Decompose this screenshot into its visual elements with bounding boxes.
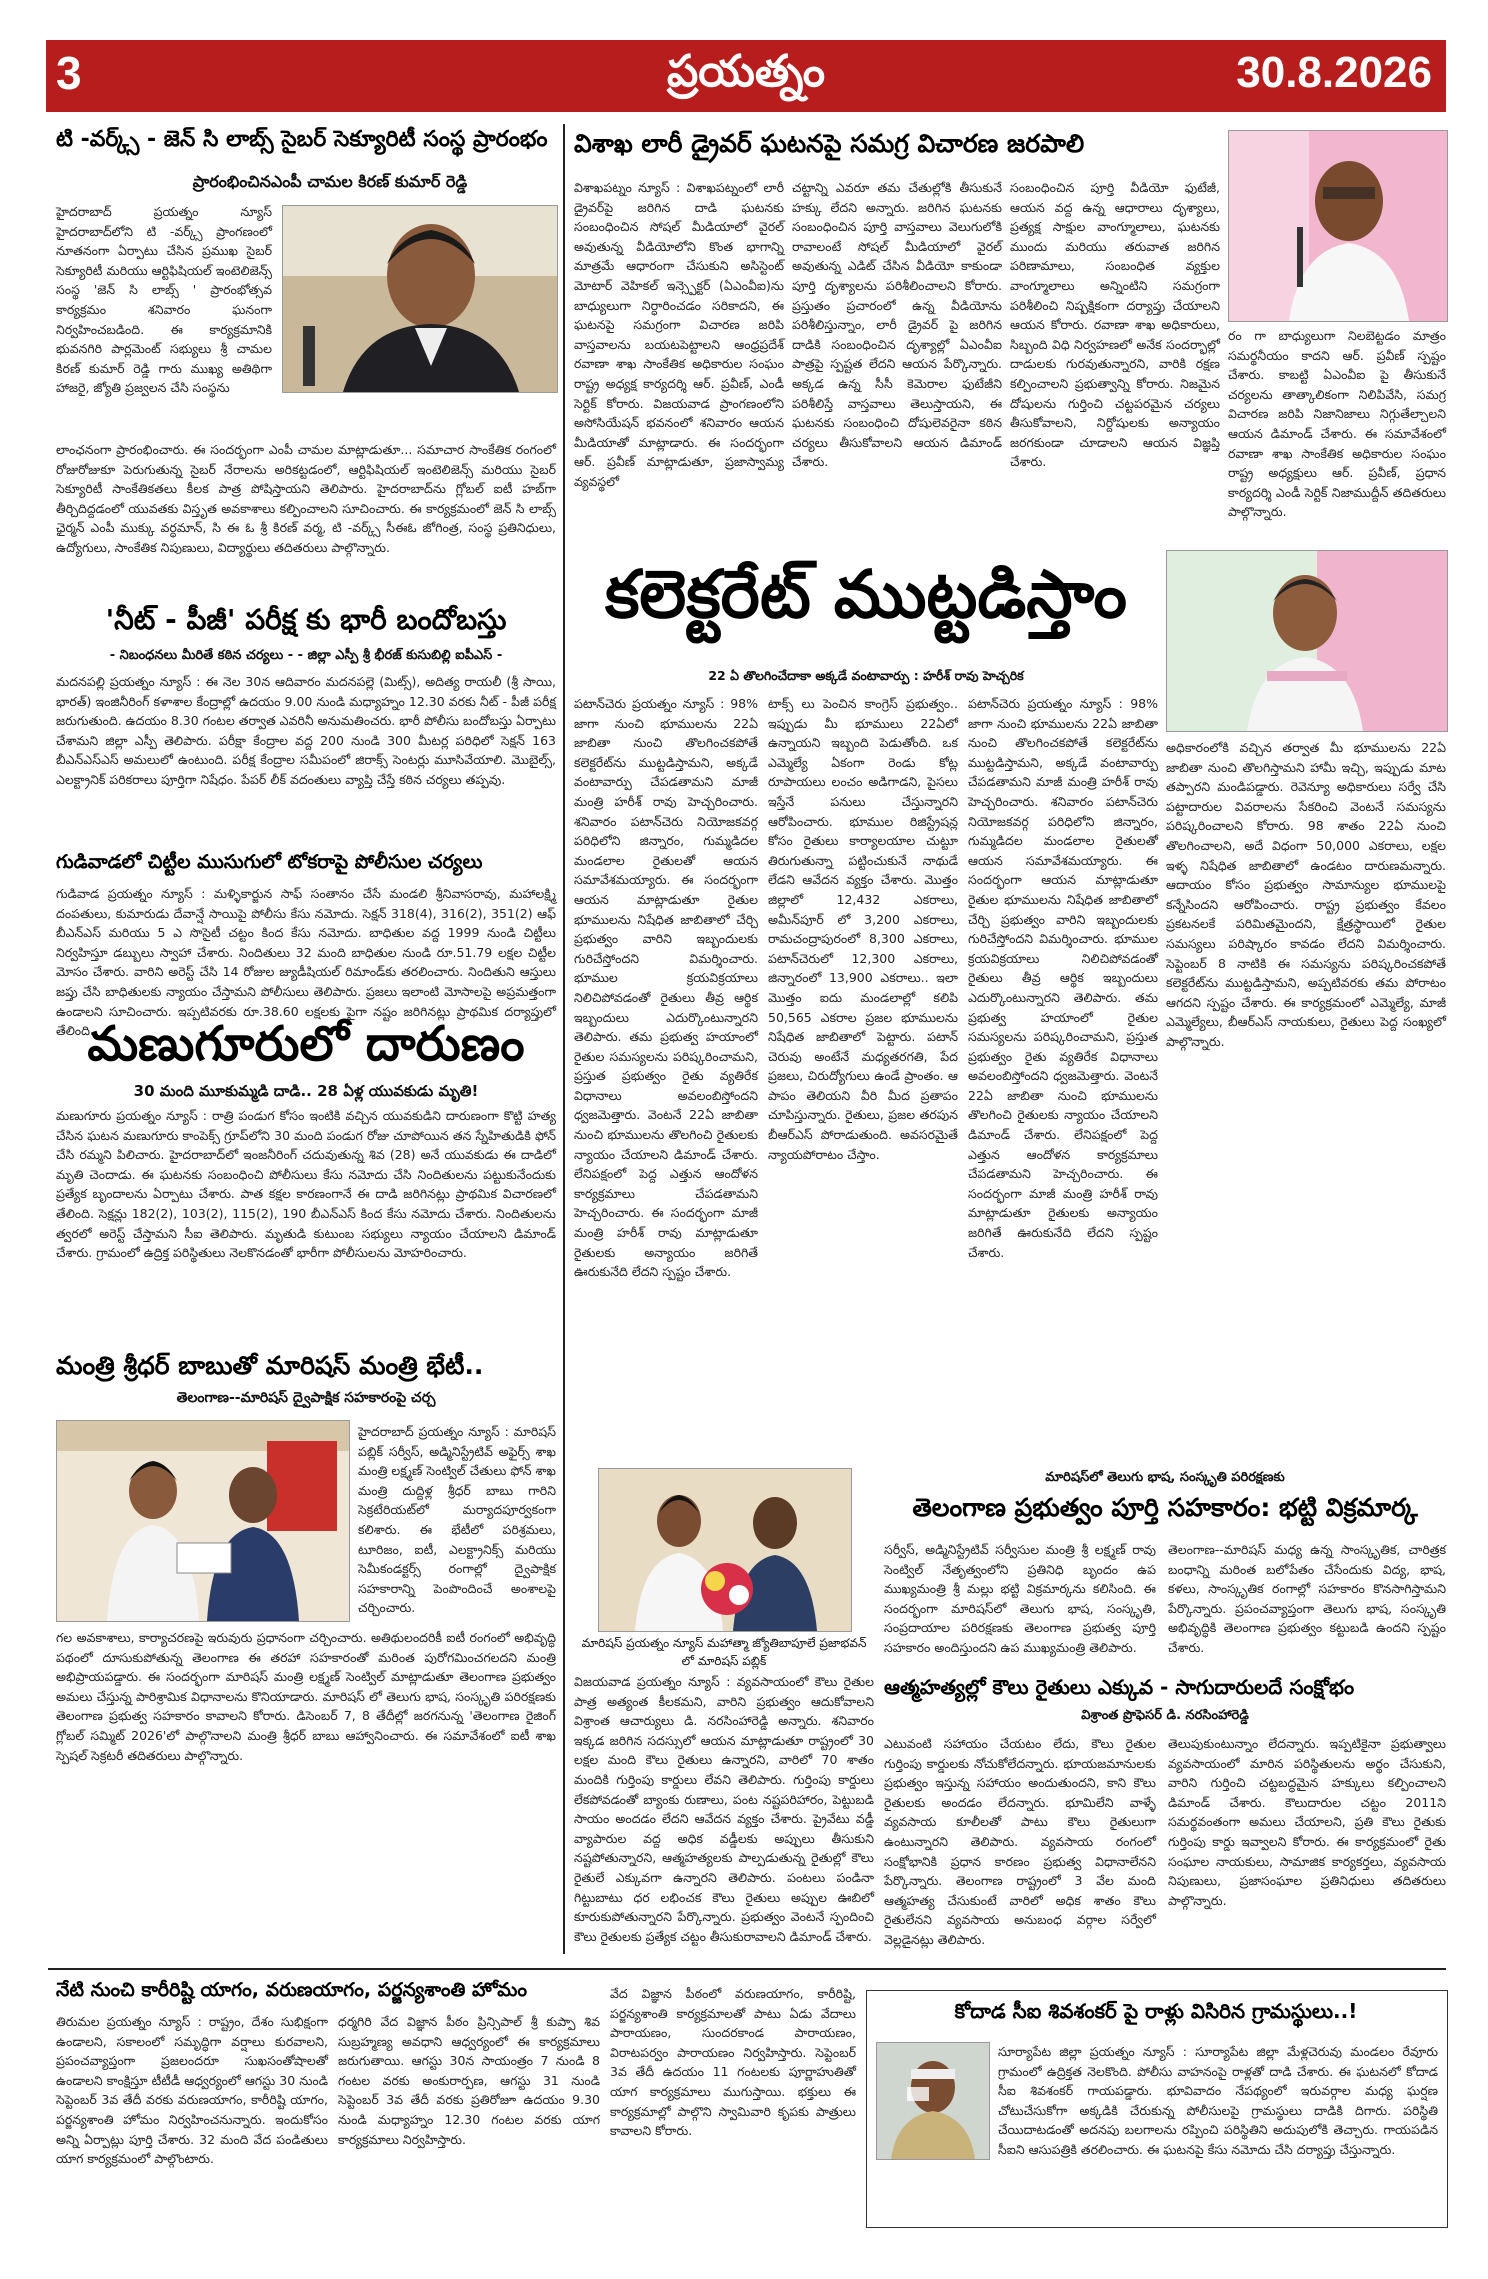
- article-10-headline: ఆత్మహత్యల్లో కౌలు రైతులు ఎక్కువ - సాగుదారులదే సంక్షోభం: [884, 1675, 1355, 1699]
- article-7-col-2b: పటాన్‌చెరు ప్రయత్నం న్యూస్ : 98% జాగా నుంచి భూములను 22ఏ జాబితా నుంచి తొలగించకపోతే కలెక్టరేట్‌ను ముట్టడిస్తామని, అక్కడే వంటావార్పు చేపడతామని మాజీ మంత్రి హరీశ్ రావు హెచ్చరించారు. శనివారం పటాన్‌చెరు నియోజకవర్గ పరిధిలోని జిన్నారం, గుమ్మడిదల మండలాల రైతులతో ఆయన సమావేశమయ్యారు. ఈ సందర్భంగా ఆయన మాట్లాడుతూ రైతుల భూములను నిషేధిత జాబితాలో చేర్చి ప్రభుత్వం వారిని ఇబ్బందులకు గురిచేస్తోందని విమర్శించారు. భూముల క్రయవిక్రయాలు నిలిచిపోవడంతో రైతులు తీవ్ర ఆర్థిక ఇబ్బందులు ఎదుర్కొంటున్నారని తెలిపారు. తమ ప్రభుత్వ హయాంలో రైతుల సమస్యలను పరిష్కరించామని, ప్రస్తుత ప్రభుత్వం రైతు వ్యతిరేక విధానాలు అవలంబిస్తోందని ధ్వజమెత్తారు. వెంటనే 22ఏ జాబితా నుంచి భూములను తొలగించి రైతులకు న్యాయం చేయాలని డిమాండ్ చేశారు. లేనిపక్షంలో పెద్ద ఎత్తున ఆందోళన కార్యక్రమాలు చేపడతామని హెచ్చరించారు. ఈ సందర్భంగా మాజీ మంత్రి హరీశ్ రావు మాట్లాడుతూ రైతులకు అన్యాయం జరిగితే ఊరుకునేది లేదని స్పష్టం చేశారు.: [968, 696, 1158, 1260]
- article-11-col-1: తిరుమల ప్రయత్నం న్యూస్ : రాష్ట్రం, దేశం సుభిక్షంగా ఉండాలని, సకాలంలో సమృద్ధిగా వర్షాలు కురవాలని, ప్రపంచవ్యాప్తంగా ప్రజలందరూ సుఖసంతోషాలతో ఉండాలని కాంక్షిస్తూ టీటీడీ ఆధ్వర్యంలో ఆగస్టు 30 నుండి సెప్టెంబర్ 3వ తేదీ వరకు వరుణయాగం, కారీరిష్టి యాగం, పర్జన్యశాంతి హోమం నిర్వహించనున్నారు. ఇందుకోసం అన్ని ఏర్పాట్లు పూర్తి చేశారు. 32 మంది వేద పండితులు యాగ కార్యక్రమంలో పాల్గొంటారు.: [56, 2014, 328, 2167]
- page-number: 3: [56, 47, 82, 99]
- article-1-subhead: ప్రారంభించినఎంపీ చామల కిరణ్ కుమార్ రెడ్డి: [192, 172, 468, 191]
- article-10-col-1: ఎటువంటి సహాయం చేయటం లేదు, కౌలు రైతుల గుర్తింపు కార్డులకు నోచుకోలేదన్నారు. భూయజమానులకు ప్రభుత్వం ఇస్తున్న సహాయం అందుతుందని, కాని కౌలు రైతులకు అందడం లేదన్నారు. భూమిలేని వాళ్ళే వ్యవసాయ కూలీలతో పాటు కౌలు రైతులుగా ఉంటున్నారని తెలిపారు. వ్యవసాయ రంగంలో సంక్షోభానికి ప్రధాన కారణం ప్రభుత్వ విధానాలేనని పేర్కొన్నారు. తెలంగాణ రాష్ట్రంలో 3 వేల మంది ఆత్మహత్య చేసుకుంటే వారిలో అధిక శాతం కౌలు రైతులేనని వ్యవసాయ అనుబంధ వర్గాల సర్వేలో వెల్లడైనట్లు తెలిపారు.: [884, 1736, 1156, 1947]
- article-2-headline: 'నీట్ - పీజీ' పరీక్ష కు భారీ బందోబస్తు: [105, 603, 507, 636]
- article-9-kicker: మారిషస్‌లో తెలుగు భాష, సంస్కృతి పరిరక్షణకు: [1045, 1470, 1285, 1485]
- article-12-headline: కోదాడ సీఐ శివశంకర్ పై రాళ్లు విసిరిన గ్రామస్థులు..!: [954, 1999, 1358, 2023]
- article-9-headline: తెలంగాణ ప్రభుత్వం పూర్తి సహకారం: భట్టి విక్రమార్క: [912, 1493, 1418, 1522]
- article-6-col-3: సంబంధించిన పూర్తి వీడియో ఫుటేజీ, ఆయన వద్ద ఉన్న ఆధారాలు దృశ్యాలు, ప్రత్యక్ష సాక్షుల వాంగ్మూలాలు, ఘటనకు ముందు మరియు తరువాత జరిగిన పరిణామాలు, సంబంధిత వ్యక్తుల వాంగ్మూలాలు అన్నింటిని సమగ్రంగా పరిశీలించి నిష్పక్షికంగా దర్యాప్తు చేయాలని ఆయన కోరారు. రవాణా శాఖ అధికారులు, సిబ్బంది విధి నిర్వహణలో అనేక సందర్భాల్లో దాడులకు గురవుతున్నారని, వారికి రక్షణ కల్పించాలని ప్రభుత్వాన్ని కోరారు. నిజమైన దోషులను గుర్తించి చట్టపరమైన చర్యలు తీసుకోవాలని, నిర్దోషులకు అన్యాయం జరగకుండా చూడాలని ఆయన విజ్ఞప్తి చేశారు.: [1010, 180, 1220, 470]
- article-7-col-2: టాక్స్ లు పెంచిన కాంగ్రెస్ ప్రభుత్వం.. ఇప్పుడు మీ భూములు 22ఏలో ఉన్నాయని ఇబ్బంది పెడుతోంది. ఒక ఎమ్మెల్యే ఏకంగా రెండు కోట్ల రూపాయలు లంచం అడిగాడని, పైసలు ఇస్తేనే పనులు చేస్తున్నారని ఆరోపించారు. భూముల రిజిస్ట్రేషన్ల కోసం రైతులు కార్యాలయాల చుట్టూ తిరుగుతున్నా పట్టించుకునే నాథుడే లేడని ఆవేదన వ్యక్తం చేశారు. మొత్తం జిల్లాలో 12,432 ఎకరాలు, అమీన్‌పూర్ లో 3,200 ఎకరాలు, రామచంద్రాపురంలో 8,300 ఎకరాలు, పటాన్‌చెరులో 12,300 ఎకరాలు, జిన్నారంలో 13,900 ఎకరాలు.. ఇలా మొత్తం ఐదు మండలాల్లో కలిపి 50,565 ఎకరాల ప్రజల భూములను నిషేధిత జాబితాలో పెట్టారు. పటాన్ చెరువు అంటేనే మధ్యతరగతి, పేద ప్రజలు, చిరుద్యోగులు ఉండే ప్రాంతం. ఆ పాపం తెలియని వీరి మీద ప్రతాపం చూపిస్తున్నారు. రైతులు, ప్రజల తరపున బీఆర్ఎస్ పోరాడుతుంది. అవసరమైతే న్యాయపోరాటం చేస్తాం.: [768, 696, 958, 1162]
- masthead-banner: [46, 40, 1446, 112]
- article-7-headline: కలెక్టరేట్ ముట్టడిస్తాం: [604, 556, 1127, 633]
- article-10-col-2: తెలుపుకుంటున్నాం లేదన్నారు. ఇప్పటికైనా ప్రభుత్వాలు వ్యవసాయంలో మారిన పరిస్థితులను అర్థం చేసుకుని, వారిని గుర్తించి చట్టబద్ధమైన హక్కులు కల్పించాలని డిమాండ్ చేశారు. కౌలుదారుల చట్టం 2011ని సమర్థవంతంగా అమలు చేయాలని, ప్రతి కౌలు రైతుకు గుర్తింపు కార్డు ఇవ్వాలని కోరారు. ఈ కార్యక్రమంలో రైతు సంఘాల నాయకులు, సామాజిక కార్యకర్తలు, వ్యవసాయ నిపుణులు, ప్రజాసంఘాల ప్రతినిధులు తదితరులు పాల్గొన్నారు.: [1168, 1736, 1446, 1908]
- article-11-col-3: వేద విజ్ఞాన పీఠంలో వరుణయాగం, కారీరిష్టి, పర్జన్యశాంతి కార్యక్రమాలతో పాటు ఏడు వేదాలు పారాయణం, సుందరకాండ పారాయణం, విరాటపర్వం పారాయణం నిర్వహిస్తారు. సెప్టెంబర్ 3వ తేదీ ఉదయం 11 గంటలకు పూర్ణాహుతితో యాగ కార్యక్రమాలు ముగుస్తాయి. భక్తులు ఈ కార్యక్రమాల్లో పాల్గొని స్వామివారి కృపకు పాత్రులు కావాలని కోరారు.: [610, 1986, 856, 2139]
- article-7-col-3: అధికారంలోకి వచ్చిన తర్వాత మీ భూములను 22ఏ జాబితా నుంచి తొలగిస్తామని హామీ ఇచ్చి, ఇప్పుడు మాట తప్పారని మండిపడ్డారు. రెవెన్యూ అధికారులు సర్వే చేసి పట్టాదారుల వివరాలను సేకరించి వెంటనే సమస్యను పరిష్కరించాలని కోరారు. 98 శాతం 22ఏ నుంచి తొలగించాలని, అదే విధంగా 50,000 ఎకరాలు, లక్షల ఇళ్ళ నిషేధిత జాబితాలో ఉండటం దారుణమన్నారు. ఆదాయం కోసం ప్రభుత్వం సామాన్యుల భూములపై కన్నేసిందని ఆరోపించారు. రాష్ట్ర ప్రభుత్వం కేవలం ప్రకటనలకే పరిమితమైందని, క్షేత్రస్థాయిలో రైతుల సమస్యలు పరిష్కారం కావడం లేదని విమర్శించారు. సెప్టెంబర్ 8 నాటికి ఈ సమస్యను పరిష్కరించకపోతే కలెక్టరేట్‌ను ముట్టడిస్తామని, అప్పటివరకు తమ పోరాటం ఆగదని స్పష్టం చేశారు. ఈ కార్యక్రమంలో ఎమ్మెల్యే, మాజీ ఎమ్మెల్యేలు, బీఆర్ఎస్ నాయకులు, రైతులు పెద్ద సంఖ్యలో పాల్గొన్నారు.: [1166, 740, 1446, 1049]
- article-5-body-bottom: గల అవకాశాలు, కార్యాచరణపై ఇరువురు ప్రధానంగా చర్చించారు. అతిథులందరికీ ఐటీ రంగంలో అభివృద్ధి పథంలో దూసుకుపోతున్న తెలంగాణ ఈ తరహా సహకారంతో మరింత పురోగమించగలదని మంత్రి అభిప్రాయపడ్డారు. ఈ సందర్భంగా మారిషస్ మంత్రి లక్ష్మణ్ సెంట్విల్ మాట్లాడుతూ తెలంగాణ ప్రభుత్వం అమలు చేస్తున్న పారిశ్రామిక విధానాలను కొనియాడారు. మారిషస్ లో తెలుగు భాష, సంస్కృతి పరిరక్షణకు తెలంగాణ ప్రభుత్వ సహకారం కావాలని కోరారు. డిసెంబర్ 7, 8 తేదీల్లో జరగనున్న 'తెలంగాణ రైజింగ్ గ్లోబల్ సమ్మిట్ 2026'లో పాల్గొనాలని మంత్రి శ్రీధర్ బాబు ఆహ్వానించారు. ఈ సమావేశంలో ఐటీ శాఖ స్పెషల్ సెక్రటరీ తదితరులు పాల్గొన్నారు.: [56, 1630, 556, 1763]
- article-12-photo: [876, 2042, 990, 2160]
- article-6-col-4: రం గా బాధ్యులుగా నిలబెట్టడం మాత్రం సమర్థనీయం కాదని ఆర్. ప్రవీణ్ స్పష్టం చేశారు. కాబట్టి ఏఎంవీఐ పై తీసుకునే చర్యలను తాత్కాలికంగా నిలిపివేసి, సమగ్ర విచారణ జరిపి నిజానిజాలు నిగ్గుతేల్చాలని ఆయన డిమాండ్ చేశారు. ఈ సమావేశంలో రవాణా శాఖ సాంకేతిక అధికారుల సంఘం రాష్ట్ర అధ్యక్షులు ఆర్. ప్రవీణ్, ప్రధాన కార్యదర్శి ఎండీ సెర్టిక్ నిజాముద్దీన్ తదితరులు పాల్గొన్నారు.: [1228, 328, 1446, 520]
- article-11-headline: నేటి నుంచి కారీరిష్టి యాగం, వరుణయాగం, పర్జన్యశాంతి హోమం: [56, 1979, 527, 2001]
- article-12-body: సూర్యాపేట జిల్లా ప్రయత్నం న్యూస్ : సూర్యాపేట జిల్లా మేళ్లచెరువు మండలం రేవూరు గ్రామంలో ఉద్రిక్తత నెలకొంది. పోలీసు వాహనంపై రాళ్లతో దాడి చేశారు. ఈ ఘటనలో కోదాడ సీఐ శివశంకర్ గాయపడ్డారు. భూవివాదం నేపథ్యంలో ఇరువర్గాల మధ్య ఘర్షణ చోటుచేసుకోగా అక్కడికి చేరుకున్న పోలీసులపై గ్రామస్థులు దాడికి దిగారు. పరిస్థితి చేయిదాటడంతో అదనపు బలగాలను రప్పించి పరిస్థితిని అదుపులోకి తెచ్చారు. గాయపడిన సీఐని ఆసుపత్రికి తరలించారు. ఈ ఘటనపై కేసు నమోదు చేసి దర్యాప్తు చేస్తున్నారు.: [998, 2044, 1438, 2157]
- paper-name: ప్రయత్నం: [666, 46, 826, 97]
- article-3-body: గుడివాడ ప్రయత్నం న్యూస్ : మళ్ళికార్జున సాఫ్ సంతానం చేసే మండలి శ్రీనివాసరావు, మహాలక్ష్మి దంపతులు, కుమారుడు దేవాన్షే సాయిపై పోలీసు కేసు నమోదు. సెక్షన్ 318(4), 316(2), 351(2) ఆఫ్ బీఎన్ఎస్ మరియు 5 ఎ సొసైటీ చట్టం కింద కేసు నమోదు. బాధితుల వద్ద 1999 నుండి చిట్టీలు నిర్వహిస్తూ డబ్బులు స్వాహా చేశారు. నిందితులు 32 మంది బాధితుల నుండి రూ.51.79 లక్షల చిట్టీల మోసం చేశారు. వారిని అరెస్ట్ చేసి 14 రోజుల జ్యుడీషియల్ రిమాండ్‌కు తరలించారు. నిందితుని ఆస్తులు జప్తు చేసి బాధితులకు న్యాయం చేస్తామని పోలీసులు తెలిపారు. ప్రజలు ఇలాంటి మోసాలపై అప్రమత్తంగా ఉండాలని సూచించారు. ఇప్పటివరకు రూ.38.60 లక్షలకు పైగా నష్టం జరిగినట్లు ప్రాథమిక దర్యాప్తులో తేలింది.: [56, 886, 556, 1039]
- article-6-headline: విశాఖ లారీ డ్రైవర్ ఘటనపై సమగ్ర విచారణ జరపాలి: [574, 129, 1085, 158]
- article-7-col-1: పటాన్‌చెరు ప్రయత్నం న్యూస్ : 98% జాగా నుంచి భూములను 22ఏ జాబితా నుంచి తొలగించకపోతే కలెక్టరేట్‌ను ముట్టడిస్తామని, అక్కడే వంటావార్పు చేపడతామని మాజీ మంత్రి హరీశ్ రావు హెచ్చరించారు. శనివారం పటాన్‌చెరు నియోజకవర్గ పరిధిలోని జిన్నారం, గుమ్మడిదల మండలాల రైతులతో ఆయన సమావేశమయ్యారు. ఈ సందర్భంగా ఆయన మాట్లాడుతూ రైతుల భూములను నిషేధిత జాబితాలో చేర్చి ప్రభుత్వం వారిని ఇబ్బందులకు గురిచేస్తోందని విమర్శించారు. భూముల క్రయవిక్రయాలు నిలిచిపోవడంతో రైతులు తీవ్ర ఆర్థిక ఇబ్బందులు ఎదుర్కొంటున్నారని తెలిపారు. తమ ప్రభుత్వ హయాంలో రైతుల సమస్యలను పరిష్కరించామని, ప్రస్తుత ప్రభుత్వం రైతు వ్యతిరేక విధానాలు అవలంబిస్తోందని ధ్వజమెత్తారు. వెంటనే 22ఏ జాబితా నుంచి భూములను తొలగించి రైతులకు న్యాయం చేయాలని డిమాండ్ చేశారు. లేనిపక్షంలో పెద్ద ఎత్తున ఆందోళన కార్యక్రమాలు చేపడతామని హెచ్చరించారు. ఈ సందర్భంగా మాజీ మంత్రి హరీశ్ రావు మాట్లాడుతూ రైతులకు అన్యాయం జరిగితే ఊరుకునేది లేదని స్పష్టం చేశారు.: [574, 696, 758, 1280]
- article-4-headline: మణుగూరులో దారుణం: [87, 1016, 525, 1072]
- article-6-photo: [1228, 130, 1448, 322]
- article-1-photo: [282, 205, 558, 393]
- article-10-subhead: విశ్రాంత ప్రొఫెసర్ డి. నరసింహారెడ్డి: [1081, 1708, 1249, 1723]
- article-2-body: మదనపల్లి ప్రయత్నం న్యూస్ : ఈ నెల 30న ఆదివారం మదనపల్లె (మిట్స్), అదిత్య రాయలీ (శ్రీ సాయి, భారత్) ఇంజినీరింగ్ కళాశాల కేంద్రాల్లో ఉదయం 9.00 నుండి మధ్యాహ్నం 12.30 వరకు నీట్ - పీజీ పరీక్ష జరుగుతుంది. ఉదయం 8.30 గంటల తర్వాత ఎవరినీ అనుమతించరు. భారీ పోలీసు బందోబస్తు ఏర్పాటు చేశామని జిల్లా ఎస్పీ తెలిపారు. పరీక్షా కేంద్రాల వద్ద 200 నుండి 300 మీటర్ల పరిధిలో సెక్షన్ 163 బీఎన్ఎస్ఎస్ అమలులో ఉంటుంది. పరీక్ష కేంద్రాల సమీపంలో జిరాక్స్ సెంటర్లు మూసివేయాలి. మొబైల్స్, ఎలక్ట్రానిక్ పరికరాలు పూర్తిగా నిషేధం. పేపర్ లీక్ వదంతులు వ్యాప్తి చేస్తే కఠిన చర్యలు తప్పవు.: [56, 674, 556, 787]
- article-3-headline: గుడివాడలో చిట్టీల ముసుగులో టోకరాపై పోలీసుల చర్యలు: [56, 851, 483, 873]
- article-5-subhead: తెలంగాణ--మారిషస్ ద్వైపాక్షిక సహకారంపై చర్చ: [176, 1390, 436, 1406]
- article-1-headline: టి -వర్క్స్ - జెన్ సి లాబ్స్ సైబర్ సెక్యూరిటీ సంస్థ ప్రారంభం: [56, 127, 548, 152]
- article-8-photo: [598, 1468, 852, 1632]
- article-7-subhead: 22 ఏ తొలగించేదాకా అక్కడే వంటావార్పు : హరీశ్ రావు హెచ్చరిక: [708, 668, 1024, 683]
- article-4-subhead: 30 మంది మూకుమ్మడి దాడి.. 28 ఏళ్ల యువకుడు మృతి!: [133, 1082, 479, 1100]
- article-7-photo: [1166, 550, 1448, 732]
- issue-date: 30.8.2026: [1236, 48, 1432, 97]
- article-6-col-1: విశాఖపట్నం న్యూస్ : విశాఖపట్నంలో లారీ డ్రైవర్‌పై జరిగిన దాడి ఘటనకు సంబంధించిన సోషల్ మీడియాలో వైరల్ అవుతున్న వీడియోలోని కొంత భాగాన్ని మాత్రమే ఆధారంగా చేసుకుని అసిస్టెంట్ మోటార్ వెహికల్ ఇన్స్పెక్టర్ (ఏఎంవీఐ)ను బాధ్యులుగా నిర్ధారించడం సరికాదని, ఈ ఘటనపై సమగ్రంగా విచారణ జరిపి వాస్తవాలను బయటపెట్టాలని ఆంధ్రప్రదేశ్ రవాణా శాఖ సాంకేతిక అధికారుల సంఘం రాష్ట్ర అధ్యక్ష కార్యదర్శి ఆర్. ప్రవీణ్, ఎండీ సెర్టిక్ కోరారు. విజయవాడ ప్రాంగణంలోని అసోసియేషన్ భవనంలో శనివారం ఆయన మీడియాతో మాట్లాడారు. ఈ సందర్భంగా ఆర్. ప్రవీణ్ మాట్లాడుతూ, ప్రజాస్వామ్య వ్యవస్థలో: [574, 180, 784, 489]
- bottom-divider: [48, 1968, 1446, 1970]
- article-8-body: విజయవాడ ప్రయత్నం న్యూస్ : వ్యవసాయంలో కౌలు రైతుల పాత్ర అత్యంత కీలకమని, వారిని ప్రభుత్వం ఆదుకోవాలని విశ్రాంత ఆచార్యులు డి. నరసింహారెడ్డి అన్నారు. శనివారం ఇక్కడ జరిగిన సదస్సులో ఆయన మాట్లాడుతూ రాష్ట్రంలో 30 లక్షల మంది కౌలు రైతులు ఉన్నారని, వారిలో 70 శాతం మందికి గుర్తింపు కార్డులు లేవని తెలిపారు. గుర్తింపు కార్డులు లేకపోవడంతో బ్యాంకు రుణాలు, పంట నష్టపరిహారం, పెట్టుబడి సాయం అందడం లేదని ఆవేదన వ్యక్తం చేశారు. ప్రైవేటు వడ్డీ వ్యాపారుల వద్ద అధిక వడ్డీలకు అప్పులు తీసుకుని నష్టపోతున్నారని, ఆత్మహత్యలకు పాల్పడుతున్న రైతుల్లో కౌలు రైతులే ఎక్కువగా ఉన్నారని తెలిపారు. పంటలు పండినా గిట్టుబాటు ధర లభించక కౌలు రైతులు అప్పుల ఊబిలో కూరుకుపోతున్నారని పేర్కొన్నారు. ప్రభుత్వం వెంటనే స్పందించి కౌలు రైతులకు ప్రత్యేక చట్టం తీసుకురావాలని డిమాండ్ చేశారు.: [574, 1674, 874, 1944]
- article-2-subhead: - నిబంధనలు మీరితే కఠిన చర్యలు - - జిల్లా ఎస్పీ శ్రీ భీరజ్ కుసుబిల్లి ఐపీఎస్ -: [109, 648, 503, 663]
- article-1-body-bottom: లాంఛనంగా ప్రారంభించారు. ఈ సందర్భంగా ఎంపీ చామల మాట్లాడుతూ... సమాచార సాంకేతిక రంగంలో రోజురోజుకూ పెరుగుతున్న సైబర్ నేరాలను అరికట్టడంలో, ఆర్టిఫిషియల్ ఇంటెలిజెన్స్ మరియు సైబర్ సెక్యూరిటీ సాంకేతికతలు కీలక పాత్ర పోషిస్తాయని తెలిపారు. హైదరాబాద్‌ను గ్లోబల్ ఐటీ హబ్‌గా తీర్చిదిద్దడంలో యువతకు విస్తృత అవకాశాలు కల్పించాలని సూచించారు. ఈ కార్యక్రమంలో జెన్ సి లాబ్స్ ఛైర్మన్ ఎంపీ ముక్కు వర్ధమాన్, సి ఈ ఓ శ్రీ కిరణ్ వర్మ, టి -వర్క్స్ సీఈఓ జోగింత్ర, సంస్థ ప్రతినిధులు, ఉద్యోగులు, సాంకేతిక నిపుణులు, విద్యార్థులు తదితరులు పాల్గొన్నారు.: [56, 442, 556, 555]
- article-5-headline: మంత్రి శ్రీధర్ బాబుతో మారిషస్ మంత్రి భేటీ..: [56, 1351, 484, 1380]
- article-9-col-1: సర్వీస్, అడ్మినిస్ట్రేటివ్ సర్వీసుల మంత్రి శ్రీ లక్ష్మణ్ రావు సెంట్విల్ నేతృత్వంలోని ప్రతినిధి బృందం ఉప ముఖ్యమంత్రి శ్రీ మల్లు భట్టి విక్రమార్కను కలిసింది. ఈ సందర్భంగా మారిషస్‌లో తెలుగు భాష, సంస్కృతి, సంప్రదాయాల పరిరక్షణకు తెలంగాణ ప్రభుత్వ పూర్తి సహకారం అందిస్తుందని ఉప ముఖ్యమంత్రి తెలిపారు.: [884, 1542, 1156, 1655]
- article-6-col-2: చట్టాన్ని ఎవరూ తమ చేతుల్లోకి తీసుకునే హక్కు లేదని అన్నారు. జరిగిన ఘటనకు సంబంధించిన పూర్తి వాస్తవాలు వెలుగులోకి రావాలంటే సోషల్ మీడియాలో వైరల్ అవుతున్న ఎడిట్ చేసిన వీడియో కాకుండా పూర్తి దృశ్యాలను పరిశీలించాలని కోరారు. ప్రస్తుతం ప్రచారంలో ఉన్న వీడియోను పరిశీలిస్తున్నాం, లారీ డ్రైవర్ పై జరిగిన దాడికి సంబంధించిన దృశ్యాల్లో ఏఎంవీఐ పాత్రపై స్పష్టత లేదని ఆయన పేర్కొన్నారు. అక్కడ ఉన్న సీసీ కెమెరాల ఫుటేజీని పరిశీలిస్తే వాస్తవాలు తెలుస్తాయని, ఈ ఘటనకు సంబంధించి దోషులెవరైనా కఠిన చర్యలు తీసుకోవాలని ఆయన డిమాండ్ చేశారు.: [792, 180, 1002, 470]
- column-divider: [563, 124, 565, 1954]
- article-5-body-side: హైదరాబాద్ ప్రయత్నం న్యూస్ : మారిషస్ పబ్లిక్ సర్వీస్, అడ్మినిస్ట్రేటివ్ అఫైర్స్ శాఖ మంత్రి లక్ష్మణ్ సెంట్విల్ చేతులు ఫోన్ శాఖ మంత్రి దుద్దిళ్ల శ్రీధర్ బాబు గారిని సెక్రటేరియట్‌లో మర్యాదపూర్వకంగా కలిశారు. ఈ భేటీలో పరిశ్రమలు, టూరిజం, ఐటీ, ఎలక్ట్రానిక్స్ మరియు సెమీకండక్టర్స్ రంగాల్లో ద్వైపాక్షిక సహకారాన్ని పెంపొందించే అంశాలపై చర్చించారు.: [358, 1424, 556, 1616]
- article-11-col-2: ధర్మగిరి వేద విజ్ఞాన పీఠం ప్రిన్సిపాల్ శ్రీ కుప్పా శివ సుబ్రహ్మణ్య అవధాని ఆధ్వర్యంలో ఈ కార్యక్రమాలు జరుగుతాయి. ఆగస్టు 30న సాయంత్రం 7 నుండి 8 గంటల వరకు అంకురార్పణ, ఆగస్టు 31 నుండి సెప్టెంబర్ 3వ తేదీ వరకు ప్రతిరోజూ ఉదయం 9.30 నుండి మధ్యాహ్నం 12.30 గంటల వరకు యాగ కార్యక్రమాలు నిర్వహిస్తారు.: [338, 2014, 600, 2147]
- article-1-body-top: హైదరాబాద్ ప్రయత్నం న్యూస్ హైదరాబాద్‌లోని టి -వర్క్స్ ప్రాంగణంలో నూతనంగా ఏర్పాటు చేసిన ప్రముఖ సైబర్ సెక్యూరిటీ మరియు ఆర్టిఫిషియల్ ఇంటెలిజెన్స్ సంస్థ 'జెన్ సి లాబ్స్ ' ప్రారంభోత్సవ కార్యక్రమం శనివారం ఘనంగా నిర్వహించబడింది. ఈ కార్యక్రమానికి భువనగిరి పార్లమెంట్ సభ్యులు శ్రీ చామల కిరణ్ కుమార్ రెడ్డి గారు ముఖ్య అతిథిగా హాజరై, జ్యోతి ప్రజ్వలన చేసి సంస్థను: [56, 204, 272, 396]
- article-8-caption: మారిషస్ ప్రయత్నం న్యూస్ మహాత్మా జ్యోతిబాపూలే ప్రజాభవన్ లో మారిషస్ పబ్లిక్: [581, 1636, 867, 1668]
- article-5-photo: [56, 1420, 350, 1622]
- article-4-body: మణుగూరు ప్రయత్నం న్యూస్ : రాత్రి పండుగ కోసం ఇంటికి వచ్చిన యువకుడిని దారుణంగా కొట్టి హత్య చేసిన ఘటన మణుగూరు కాంపెక్స్ గ్రూప్‌లోని 30 మంది పండుగ రోజు చూపోయిన తన స్నేహితుడికి ఫోన్ చేసి రమ్మని పిలిచారు. హైదరాబాద్‌లో ఇంజనీరింగ్ చదువుతున్న శివ (28) అనే యువకుడు ఈ దాడిలో మృతి చెందాడు. ఈ ఘటనకు సంబంధించి పోలీసులు కేసు నమోదు చేసి నిందితులను పట్టుకునేందుకు ప్రత్యేక బృందాలను ఏర్పాటు చేశారు. పాత కక్షల కారణంగానే ఈ దాడి జరిగినట్లు ప్రాథమిక విచారణలో తేలింది. సెక్షన్లు 182(2), 103(2), 115(2), 190 బీఎన్ఎస్ కింద కేసు నమోదు చేశారు. నిందితులను త్వరలో అరెస్ట్ చేస్తామని సీఐ తెలిపారు. మృతుడి కుటుంబ సభ్యులు న్యాయం చేయాలని డిమాండ్ చేశారు. గ్రామంలో ఉద్రిక్త పరిస్థితులు నెలకొనడంతో భారీగా పోలీసులను మోహరించారు.: [56, 1108, 556, 1261]
- article-9-col-2: తెలంగాణ--మారిషస్ మధ్య ఉన్న సాంస్కృతిక, చారిత్రక బంధాన్ని మరింత బలోపేతం చేసేందుకు విద్య, భాష, కళలు, సాంస్కృతిక రంగాల్లో సహకారం కొనసాగిస్తామని పేర్కొన్నారు. ప్రపంచవ్యాప్తంగా తెలుగు భాష, సంస్కృతి అభివృద్ధికి తెలంగాణ ప్రభుత్వం కట్టుబడి ఉందని స్పష్టం చేశారు.: [1168, 1542, 1446, 1655]
